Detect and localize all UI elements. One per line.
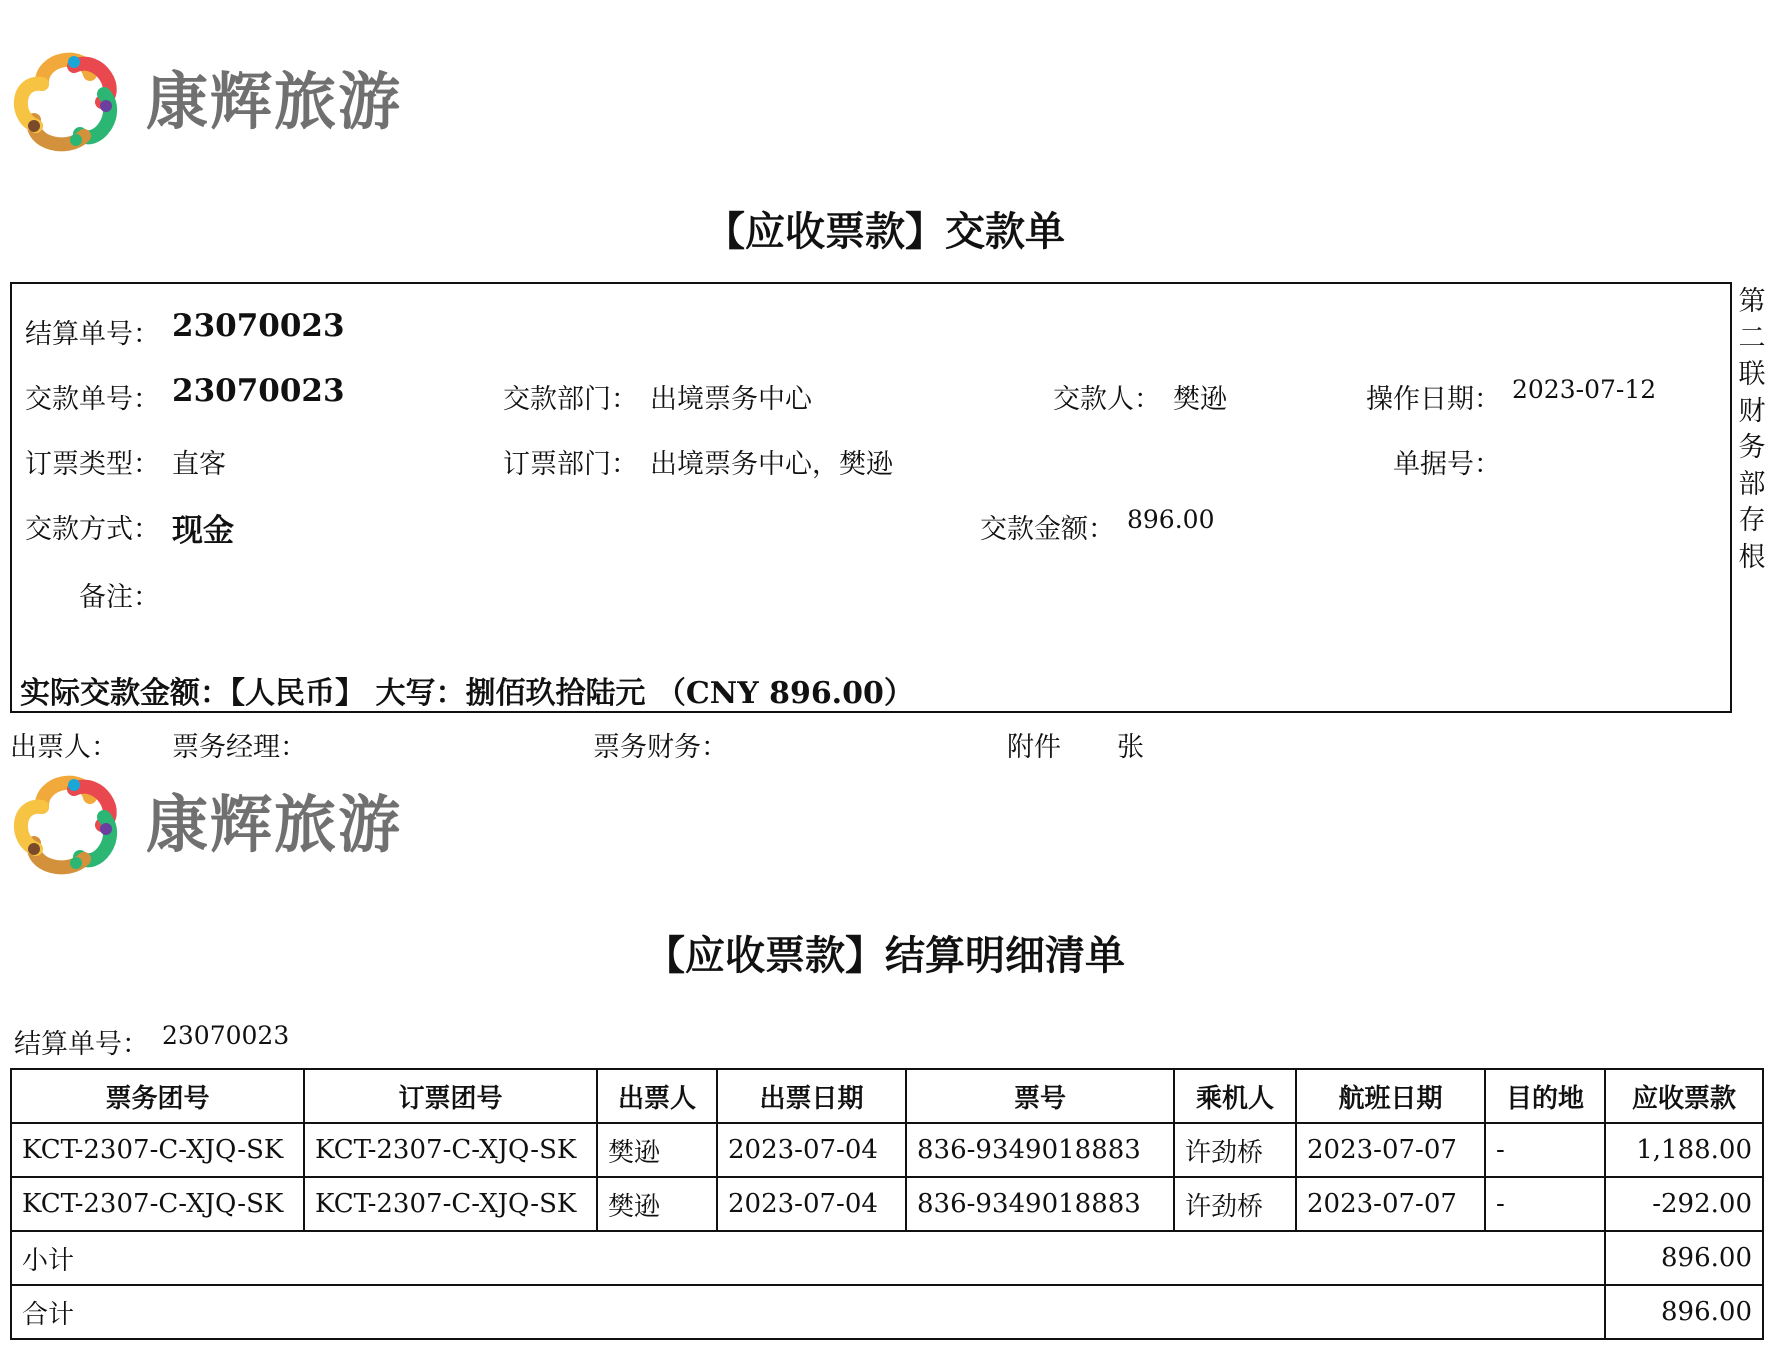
payment-dept-value: 出境票务中心 [650, 384, 812, 415]
total-value: 896.00 [1605, 1285, 1763, 1339]
table-cell: KCT-2307-C-XJQ-SK [304, 1123, 597, 1177]
table-cell: KCT-2307-C-XJQ-SK [11, 1177, 304, 1231]
logo-brand-text: 康辉旅游 [146, 787, 403, 861]
capital-label: 大写： [375, 676, 466, 711]
capital-amount: 捌佰玖拾陆元 [465, 676, 646, 711]
logo-brand-text: 康辉旅游 [146, 64, 403, 138]
table-cell: 2023-07-04 [717, 1177, 906, 1231]
payment-method-value: 现金 [172, 513, 234, 549]
doc-no-label: 单据号： [1393, 449, 1501, 480]
payment-method-label: 交款方式： [25, 514, 160, 545]
table-cell: 2023-07-07 [1296, 1123, 1485, 1177]
detail-settlement-no-value: 23070023 [162, 1021, 290, 1050]
column-header: 目的地 [1485, 1069, 1605, 1123]
side-char: 第 [1738, 286, 1766, 317]
finance-sign-label: 票务财务： [593, 732, 728, 763]
table-cell: 2023-07-07 [1296, 1177, 1485, 1231]
column-header: 订票团号 [304, 1069, 597, 1123]
remark-label: 备注： [79, 582, 160, 613]
sheets-label: 张 [1117, 732, 1144, 763]
table-cell: - [1485, 1123, 1605, 1177]
actual-amount-line [20, 668, 914, 712]
table-cell: KCT-2307-C-XJQ-SK [304, 1177, 597, 1231]
total-row [11, 1285, 1763, 1339]
table-header-row [11, 1069, 1763, 1123]
booking-dept-label: 订票部门： [503, 449, 638, 480]
flower-logo-icon [12, 40, 124, 152]
op-date-label: 操作日期： [1366, 384, 1501, 415]
table-cell: 许劲桥 [1174, 1177, 1296, 1231]
side-char: 二 [1738, 322, 1766, 354]
side-char: 部 [1738, 468, 1766, 500]
payer-value: 樊逊 [1173, 384, 1227, 415]
subtotal-value: 896.00 [1605, 1231, 1763, 1285]
payment-no-label: 交款单号： [25, 384, 160, 415]
subtotal-label: 小计 [11, 1231, 1605, 1285]
table-cell: 许劲桥 [1174, 1123, 1296, 1177]
settlement-detail-table [10, 1068, 1764, 1340]
attachment-label: 附件 [1007, 732, 1061, 763]
booking-dept-value: 出境票务中心，樊逊 [650, 449, 893, 480]
table-cell: 836-9349018883 [906, 1177, 1174, 1231]
column-header: 票务团号 [11, 1069, 304, 1123]
column-header: 出票日期 [717, 1069, 906, 1123]
table-cell: 836-9349018883 [906, 1123, 1174, 1177]
side-char: 根 [1738, 541, 1766, 573]
payment-dept-label: 交款部门： [503, 384, 638, 415]
side-char: 财 [1738, 395, 1766, 427]
column-header: 票号 [906, 1069, 1174, 1123]
subtotal-row [11, 1231, 1763, 1285]
cny-amount: （CNY 896.00） [655, 676, 914, 711]
detail-settlement-no-label: 结算单号： [14, 1029, 149, 1060]
side-char: 务 [1738, 432, 1766, 463]
table-row [11, 1123, 1763, 1177]
company-logo [12, 763, 402, 875]
side-char: 存 [1738, 505, 1766, 536]
receipt-title: 【应收票款】交款单 [705, 209, 1065, 255]
flower-logo-icon [12, 763, 124, 875]
settlement-no-value: 23070023 [172, 308, 345, 344]
op-date-value: 2023-07-12 [1512, 375, 1657, 404]
table-cell: 2023-07-04 [717, 1123, 906, 1177]
manager-sign-label: 票务经理： [172, 732, 307, 763]
side-label [1736, 284, 1768, 576]
company-logo [12, 40, 402, 152]
table-cell: 樊逊 [597, 1123, 717, 1177]
amount-label: 交款金额： [980, 514, 1115, 545]
column-header: 航班日期 [1296, 1069, 1485, 1123]
issuer-sign-label: 出票人： [10, 732, 118, 763]
side-char: 联 [1738, 359, 1766, 390]
column-header: 应收票款 [1605, 1069, 1763, 1123]
settlement-no-label: 结算单号： [25, 319, 160, 350]
table-cell: 樊逊 [597, 1177, 717, 1231]
payer-label: 交款人： [1053, 384, 1161, 415]
currency-label: 【人民币】 [230, 676, 365, 711]
booking-type-label: 订票类型： [25, 449, 160, 480]
column-header: 出票人 [597, 1069, 717, 1123]
detail-title: 【应收票款】结算明细清单 [645, 933, 1125, 979]
table-cell: -292.00 [1605, 1177, 1763, 1231]
receipt-box [10, 282, 1732, 713]
table-cell: KCT-2307-C-XJQ-SK [11, 1123, 304, 1177]
payment-no-value: 23070023 [172, 373, 345, 409]
total-label: 合计 [11, 1285, 1605, 1339]
table-cell: 1,188.00 [1605, 1123, 1763, 1177]
booking-type-value: 直客 [172, 449, 226, 480]
column-header: 乘机人 [1174, 1069, 1296, 1123]
table-cell: - [1485, 1177, 1605, 1231]
actual-amount-label: 实际交款金额： [20, 676, 230, 711]
table-row [11, 1177, 1763, 1231]
amount-value: 896.00 [1127, 505, 1215, 534]
